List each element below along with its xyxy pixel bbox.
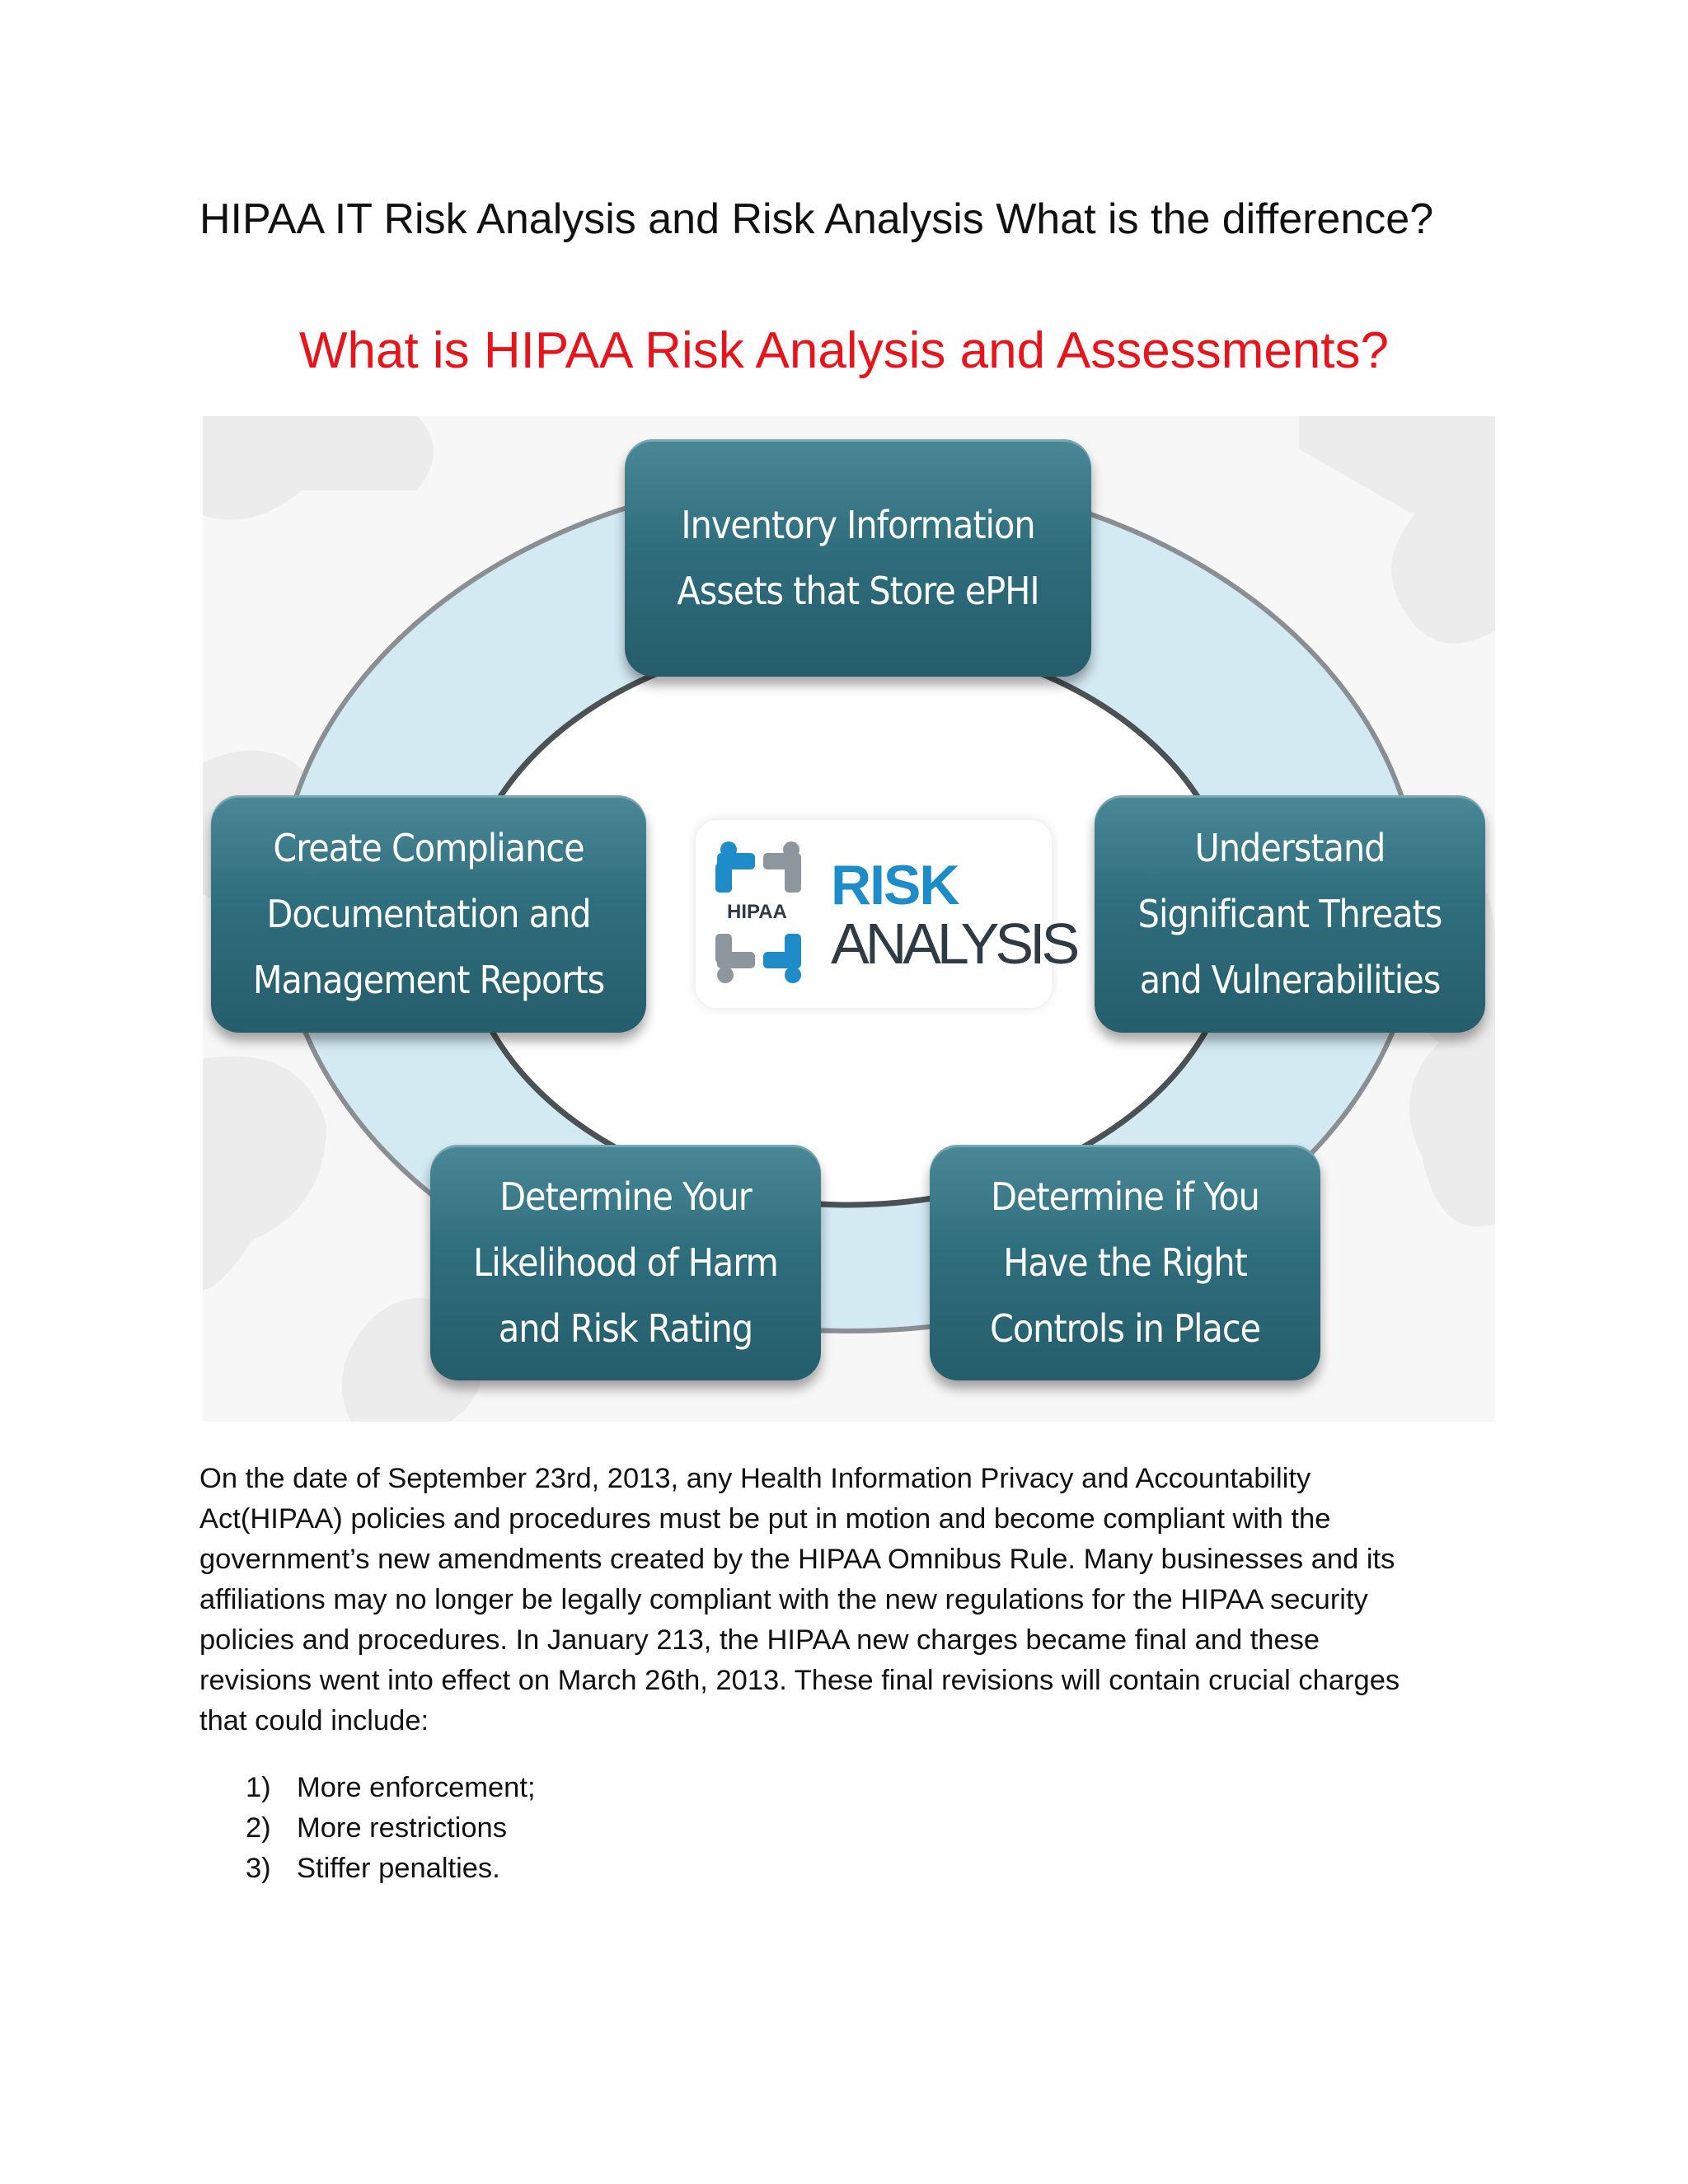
logo-risk-text: RISK — [831, 854, 959, 916]
hipaa-risk-analysis-logo — [696, 820, 1076, 1008]
document-title: HIPAA IT Risk Analysis and Risk Analysis What is the difference? — [199, 195, 1434, 243]
step-compliance-documentation: Create Compliance Documentation and Management Reports — [211, 795, 646, 1033]
risk-analysis-diagram — [203, 416, 1495, 1422]
logo-analysis-text: ANALYSIS — [831, 912, 1076, 976]
consequences-list — [246, 1768, 536, 1889]
list-item: 2) More restrictions — [246, 1812, 507, 1844]
logo-hipaa-badge: HIPAA — [727, 901, 787, 923]
step-inventory-assets: Inventory Information Assets that Store ePHI — [625, 439, 1091, 677]
document-heading: What is HIPAA Risk Analysis and Assessments? — [298, 322, 1390, 379]
step-likelihood-harm: Determine Your Likelihood of Harm and Risk Rating — [430, 1145, 821, 1380]
list-item: 1) More enforcement; — [246, 1772, 536, 1803]
step-understand-threats: Understand Significant Threats and Vulnerabilities — [1095, 795, 1485, 1033]
body-paragraph: On the date of September 23rd, 2013, any Health Information Privacy and Accountability Act(HIPAA) policies and procedures must be put in motion and become compliant with the government’s new amendments created by the HIPAA Omnibus Rule. Many businesses and its affiliations may no longer be legally compliant with the new regulations for the HIPAA security policies and procedures. In January 213, the HIPAA new charges became final and these revisions went into effect on March 26th, 2013. These final revisions will contain crucial charges that could include: — [199, 1463, 1400, 1736]
list-item: 3) Stiffer penalties. — [246, 1853, 500, 1884]
step-right-controls: Determine if You Have the Right Controls in Place — [930, 1145, 1320, 1380]
